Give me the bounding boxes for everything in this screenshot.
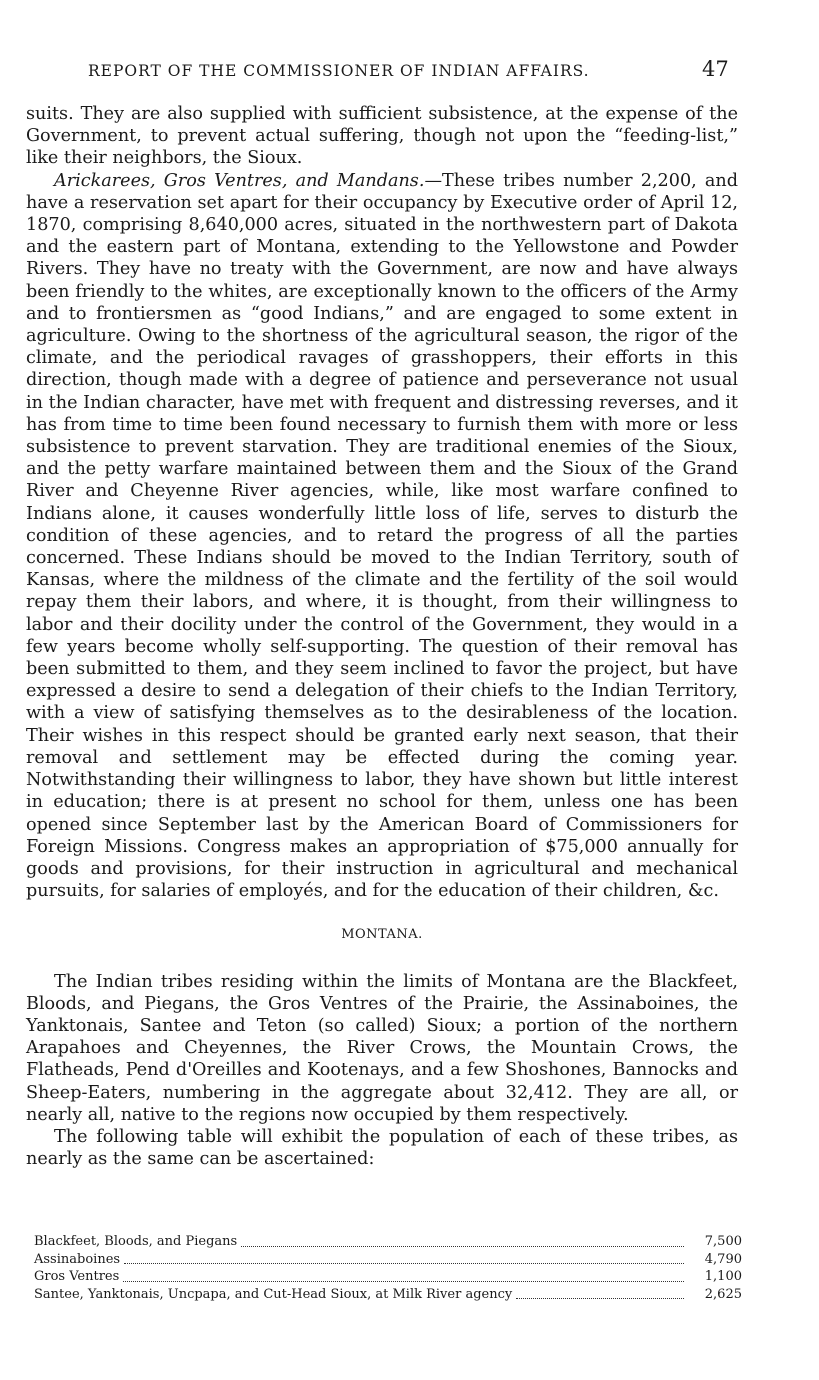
table-row-value: 2,625 [704,1286,742,1302]
table-row [34,1233,742,1251]
dot-leader [123,1281,684,1282]
dot-leader [124,1263,684,1264]
table-row-label: Santee, Yanktonais, Uncpapa, and Cut-Head Sioux, at Milk River agency [34,1286,513,1302]
table-row-value: 4,790 [704,1251,742,1267]
dot-leader [516,1298,684,1299]
table-row-value: 1,100 [704,1269,742,1284]
paragraph-lead-heading: Arickarees, Gros Ventres, and Mandans. [54,170,425,191]
table-row [34,1251,742,1269]
body-text [26,103,738,1188]
dot-leader [241,1246,684,1247]
paragraph-arickarees-body: —These tribes number 2,200, and have a reservation set apart for their occupancy by Executive order of April 12, 1870, comprising 8,640,000 acres, situated in the northwestern part of Dakota and the eastern part of Montana, extending to the Yellowstone and Powder Rivers. They have no treaty with the Government, are now and have always been friendly to the whites, are exceptionally known to the officers of the Army and to frontiersmen as “good Indians,” and are engaged to some extent in agriculture. Owing to the shortness of the agricultural season, the rigor of the climate, and the periodical ravages of grasshoppers, their efforts in this direction, though made with a degree of patience and perseverance not usual in the Indian character, have met with frequent and distressing reverses, and it has from time to time been found necessary to furnish them with more or less subsistence to prevent starvation. They are traditional enemies of the Sioux, and the petty warfare maintained between them and the Sioux of the Grand River and Cheyenne River agencies, while, like most warfare confined to Indians alone, it causes wonderfully little loss of life, serves to disturb the condition of these agencies, and to retard the progress of all the parties concerned. These Indians should be moved to the Indian Territory, south of Kansas, where the mildness of the climate and the fertility of the soil would repay them their labors, and where, it is thought, from their willingness to labor and their docility under the control of the Government, they would in a few years become wholly self-supporting. The question of their removal has been submitted to them, and they seem inclined to favor the project, but have expressed a desire to send a delegation of their chiefs to the Indian Territory, with a view of satisfying themselves as to the desirableness of the location. Their wishes in this respect should be granted early next season, that their removal and settlement may be effected during the coming year. Notwithstanding their willingness to labor, they have shown but little interest in education; there is at present no school for them, unless one has been opened since September last by the American Board of Commissioners for Foreign Missions. Congress makes an appropriation of $75,000 annually for goods and provisions, for their instruction in agricultural and mechanical pursuits, for salaries of employés, and for the education of their children, &c. [26,170,739,902]
paragraph-montana-tribes: The Indian tribes residing within the limits of Montana are the Blackfeet, Bloods, and Piegans, the Gros Ventres of the Prairie, the Assinaboines, the Yanktonais, Santee and Teton (so called) Sioux; a portion of the northern Arapahoes and Cheyennes, the River Crows, the Mountain Crows, the Flatheads, Pend d'Oreilles and Kootenays, and a few Shoshones, Bannocks and Sheep-Eaters, numbering in the aggregate about 32,412. They are all, or nearly all, native to the regions now occupied by them respectively. [26,971,738,1125]
section-heading-montana: MONTANA. [341,927,423,943]
page-number: 47 [702,57,729,81]
running-head: REPORT OF THE COMMISSIONER OF INDIAN AFFAIRS. [88,62,590,80]
paragraph-table-intro: The following table will exhibit the population of each of these tribes, as nearly as the same can be ascertained: [26,1126,738,1170]
population-table [34,1233,742,1303]
table-row [34,1268,742,1286]
table-row-value: 7,500 [704,1234,742,1249]
table-row-label: Assinaboines [34,1251,121,1267]
paragraph-arickarees [26,170,738,903]
table-row-label: Blackfeet, Bloods, and Piegans [34,1234,238,1249]
paragraph-continuation: suits. They are also supplied with sufficient subsistence, at the expense of the Government, to prevent actual suffering, though not upon the “feeding-list,” like their neighbors, the Sioux. [26,104,738,169]
table-row-label: Gros Ventres [34,1269,120,1284]
table-row [34,1286,742,1304]
